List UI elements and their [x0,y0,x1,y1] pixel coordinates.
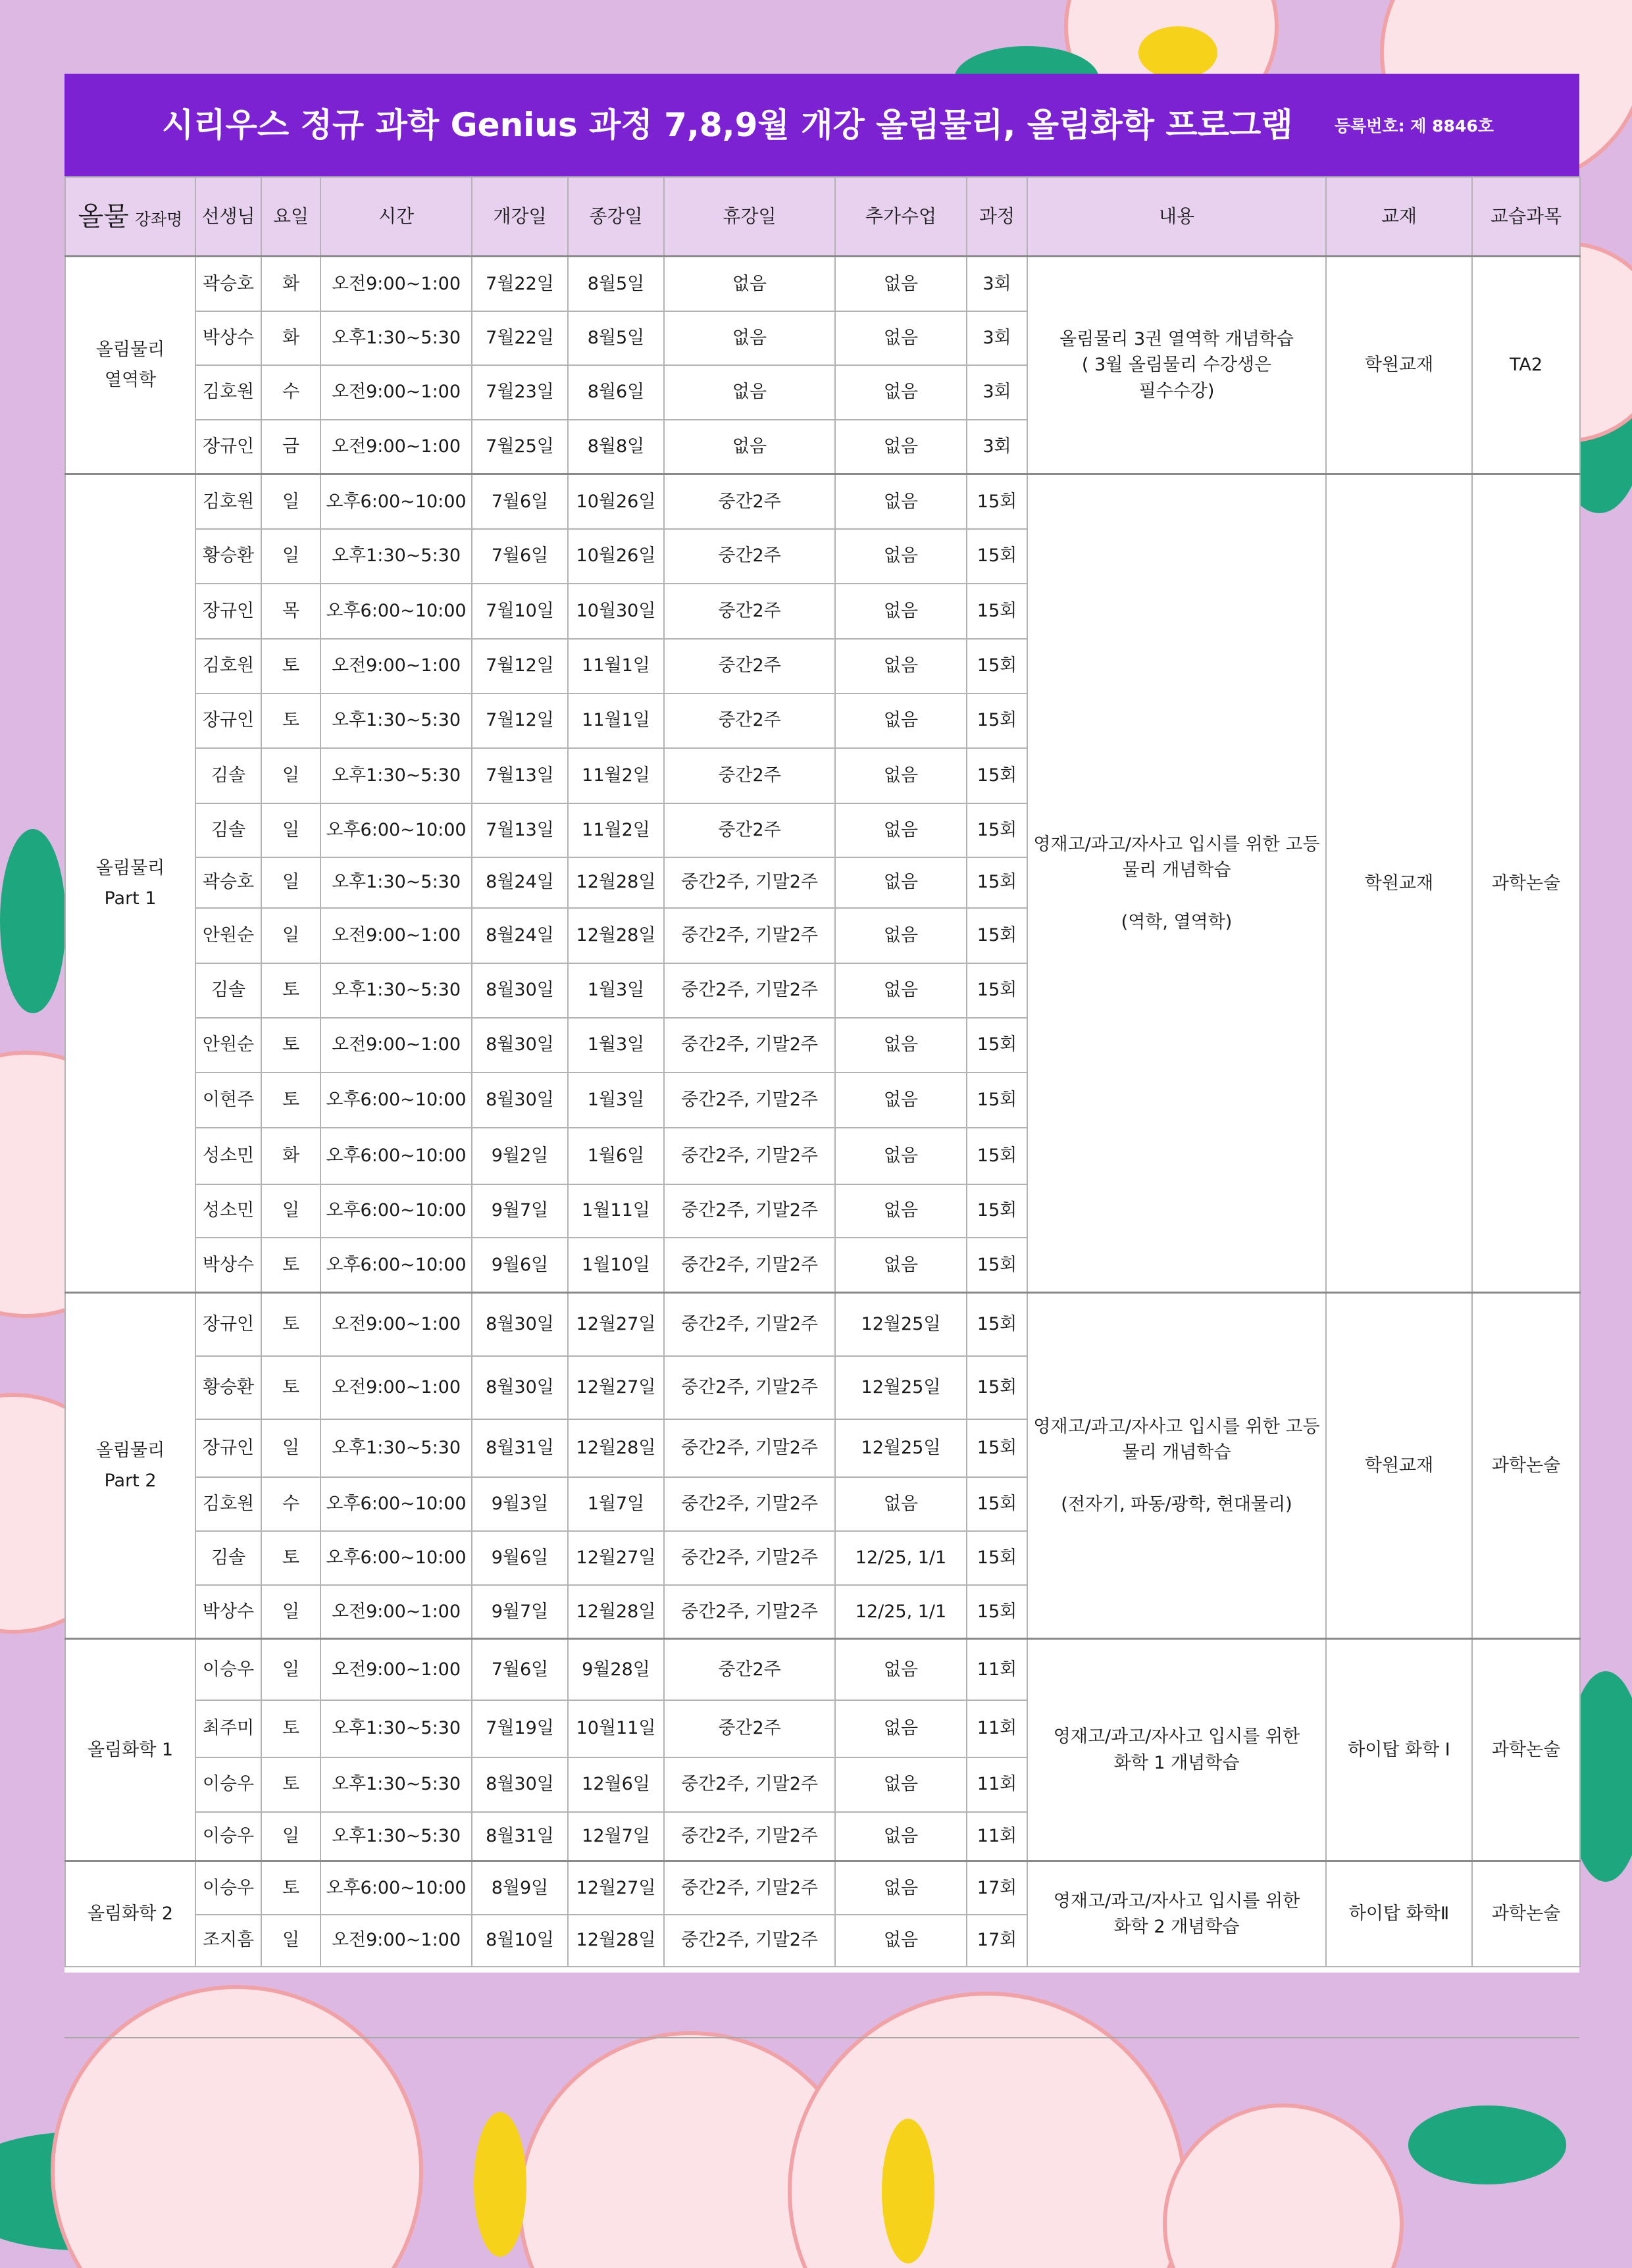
cell-day: 금 [261,420,320,474]
cell-extra: 없음 [835,529,967,584]
course-content: 영재고/과고/자사고 입시를 위한 화학 2 개념학습 [1027,1861,1326,1967]
cell-extra: 없음 [835,1128,967,1184]
cell-time: 오후1:30~5:30 [320,748,472,803]
cell-break: 중간2주, 기말2주 [664,1072,835,1128]
cell-start: 7월19일 [472,1700,568,1757]
cell-day: 토 [261,963,320,1018]
cell-day: 토 [261,1293,320,1356]
cell-teacher: 곽승호 [195,257,261,311]
cell-time: 오후1:30~5:30 [320,1757,472,1812]
course-textbook: 하이탑 화학Ⅱ [1326,1861,1472,1967]
cell-day: 토 [261,639,320,693]
cell-break: 중간2주, 기말2주 [664,963,835,1018]
cell-end: 1월7일 [568,1477,664,1531]
cell-extra: 없음 [835,803,967,857]
header-textbook: 교재 [1326,177,1472,257]
cell-sessions: 15회 [967,693,1027,748]
cell-time: 오후1:30~5:30 [320,693,472,748]
cell-end: 8월8일 [568,420,664,474]
cell-day: 목 [261,584,320,639]
cell-teacher: 장규인 [195,584,261,639]
cell-end: 11월2일 [568,748,664,803]
cell-time: 오전9:00~1:00 [320,908,472,963]
course-content: 영재고/과고/자사고 입시를 위한 고등 물리 개념학습 (전자기, 파동/광학, 현대물리) [1027,1293,1326,1639]
header-subject: 교습과목 [1472,177,1580,257]
cell-extra: 없음 [835,311,967,365]
cell-teacher: 장규인 [195,1419,261,1477]
cell-day: 토 [261,1757,320,1812]
course-name: 올림물리 Part 1 [65,474,195,1293]
cell-end: 12월28일 [568,908,664,963]
cell-teacher: 김호원 [195,474,261,529]
cell-day: 일 [261,908,320,963]
cell-day: 일 [261,474,320,529]
cell-break: 중간2주, 기말2주 [664,1585,835,1639]
cell-start: 9월7일 [472,1184,568,1238]
header-course: 올물 강좌명 [65,177,195,257]
cell-extra: 12/25, 1/1 [835,1585,967,1639]
cell-teacher: 김솔 [195,963,261,1018]
cell-break: 중간2주 [664,803,835,857]
cell-start: 8월10일 [472,1915,568,1967]
cell-end: 12월6일 [568,1757,664,1812]
cell-day: 수 [261,365,320,420]
schedule-sheet [64,74,1579,1973]
cell-teacher: 안원순 [195,908,261,963]
cell-sessions: 11회 [967,1812,1027,1861]
header-break: 휴강일 [664,177,835,257]
cell-start: 7월25일 [472,420,568,474]
cell-end: 11월1일 [568,693,664,748]
cell-teacher: 김호원 [195,1477,261,1531]
cell-break: 중간2주, 기말2주 [664,1477,835,1531]
cell-break: 중간2주, 기말2주 [664,1812,835,1861]
cell-end: 12월27일 [568,1531,664,1585]
course-subject: 과학논술 [1472,1639,1580,1861]
cell-end: 1월3일 [568,1072,664,1128]
cell-extra: 없음 [835,1184,967,1238]
cell-end: 9월28일 [568,1639,664,1700]
cell-end: 11월1일 [568,639,664,693]
cell-time: 오전9:00~1:00 [320,639,472,693]
cell-day: 화 [261,311,320,365]
course-content: 영재고/과고/자사고 입시를 위한 고등 물리 개념학습 (역학, 열역학) [1027,474,1326,1293]
cell-sessions: 17회 [967,1861,1027,1915]
cell-extra: 없음 [835,365,967,420]
cell-extra: 없음 [835,420,967,474]
cell-sessions: 15회 [967,1293,1027,1356]
cell-day: 토 [261,1072,320,1128]
table-row [65,1639,1580,1700]
cell-teacher: 박상수 [195,1238,261,1293]
cell-break: 중간2주, 기말2주 [664,1128,835,1184]
course-textbook: 학원교재 [1326,1293,1472,1639]
cell-start: 8월30일 [472,1293,568,1356]
cell-teacher: 김솔 [195,1531,261,1585]
cell-end: 10월26일 [568,474,664,529]
cell-start: 8월30일 [472,1072,568,1128]
cell-break: 중간2주, 기말2주 [664,1531,835,1585]
cell-teacher: 장규인 [195,693,261,748]
cell-time: 오후1:30~5:30 [320,529,472,584]
header-sessions: 과정 [967,177,1027,257]
cell-teacher: 김호원 [195,365,261,420]
cell-sessions: 15회 [967,474,1027,529]
cell-extra: 없음 [835,1238,967,1293]
cell-teacher: 김솔 [195,803,261,857]
cell-extra: 12/25, 1/1 [835,1531,967,1585]
cell-time: 오후1:30~5:30 [320,1812,472,1861]
cell-break: 중간2주, 기말2주 [664,1861,835,1915]
cell-break: 중간2주, 기말2주 [664,1757,835,1812]
header-day: 요일 [261,177,320,257]
cell-break: 중간2주 [664,639,835,693]
cell-sessions: 15회 [967,1072,1027,1128]
cell-sessions: 15회 [967,1128,1027,1184]
cell-start: 9월6일 [472,1238,568,1293]
cell-day: 수 [261,1477,320,1531]
cell-extra: 없음 [835,1477,967,1531]
cell-break: 중간2주, 기말2주 [664,1184,835,1238]
cell-time: 오후6:00~10:00 [320,474,472,529]
cell-sessions: 15회 [967,857,1027,908]
cell-time: 오전9:00~1:00 [320,420,472,474]
cell-start: 8월24일 [472,857,568,908]
cell-start: 8월30일 [472,963,568,1018]
cell-end: 10월30일 [568,584,664,639]
header-time: 시간 [320,177,472,257]
cell-start: 8월30일 [472,1757,568,1812]
cell-start: 8월30일 [472,1018,568,1072]
cell-sessions: 15회 [967,1419,1027,1477]
cell-day: 토 [261,1018,320,1072]
cell-teacher: 이승우 [195,1861,261,1915]
cell-sessions: 15회 [967,963,1027,1018]
cell-day: 일 [261,748,320,803]
header-end: 종강일 [568,177,664,257]
header-extra: 추가수업 [835,177,967,257]
cell-break: 없음 [664,365,835,420]
cell-sessions: 15회 [967,1238,1027,1293]
cell-day: 일 [261,1419,320,1477]
cell-sessions: 3회 [967,257,1027,311]
header-content: 내용 [1027,177,1326,257]
cell-end: 12월28일 [568,857,664,908]
cell-extra: 없음 [835,1861,967,1915]
cell-extra: 없음 [835,1915,967,1967]
footer-divider [64,2037,1579,2038]
course-textbook: 학원교재 [1326,474,1472,1293]
cell-end: 1월11일 [568,1184,664,1238]
cell-extra: 12월25일 [835,1293,967,1356]
cell-teacher: 최주미 [195,1700,261,1757]
cell-day: 토 [261,1861,320,1915]
cell-break: 중간2주, 기말2주 [664,1419,835,1477]
cell-day: 토 [261,1700,320,1757]
cell-time: 오전9:00~1:00 [320,257,472,311]
cell-day: 일 [261,1915,320,1967]
cell-time: 오전9:00~1:00 [320,1915,472,1967]
course-subject: 과학논술 [1472,1861,1580,1967]
cell-start: 7월23일 [472,365,568,420]
cell-extra: 없음 [835,908,967,963]
cell-teacher: 장규인 [195,420,261,474]
cell-teacher: 김호원 [195,639,261,693]
cell-start: 7월6일 [472,529,568,584]
cell-sessions: 15회 [967,1585,1027,1639]
cell-sessions: 15회 [967,908,1027,963]
cell-day: 토 [261,693,320,748]
cell-sessions: 11회 [967,1757,1027,1812]
cell-sessions: 15회 [967,1018,1027,1072]
page-title: 시리우스 정규 과학 Genius 과정 7,8,9월 개강 올림물리, 올림화학 프로그램 [162,106,1293,144]
cell-time: 오후6:00~10:00 [320,1477,472,1531]
registration-number: 등록번호: 제 8846호 [1335,116,1494,136]
cell-start: 7월10일 [472,584,568,639]
cell-day: 토 [261,1531,320,1585]
cell-start: 7월22일 [472,257,568,311]
cell-end: 8월5일 [568,311,664,365]
cell-start: 9월7일 [472,1585,568,1639]
cell-end: 12월27일 [568,1293,664,1356]
cell-end: 12월28일 [568,1915,664,1967]
course-name: 올림화학 1 [65,1639,195,1861]
course-textbook: 학원교재 [1326,257,1472,474]
cell-time: 오후6:00~10:00 [320,1072,472,1128]
cell-sessions: 3회 [967,365,1027,420]
cell-time: 오후1:30~5:30 [320,311,472,365]
cell-extra: 없음 [835,1700,967,1757]
cell-time: 오전9:00~1:00 [320,1356,472,1419]
cell-start: 8월24일 [472,908,568,963]
cell-sessions: 15회 [967,803,1027,857]
cell-extra: 없음 [835,1757,967,1812]
cell-teacher: 안원순 [195,1018,261,1072]
cell-day: 일 [261,803,320,857]
course-name: 올림물리 열역학 [65,257,195,474]
header-teacher: 선생님 [195,177,261,257]
cell-time: 오전9:00~1:00 [320,1585,472,1639]
cell-day: 일 [261,1812,320,1861]
table-row [65,1293,1580,1356]
cell-teacher: 김솔 [195,748,261,803]
cell-sessions: 15회 [967,748,1027,803]
cell-day: 일 [261,1639,320,1700]
cell-teacher: 곽승호 [195,857,261,908]
course-subject: 과학논술 [1472,474,1580,1293]
cell-end: 12월27일 [568,1861,664,1915]
cell-teacher: 조지흠 [195,1915,261,1967]
schedule-body [65,257,1580,1967]
cell-time: 오전9:00~1:00 [320,1293,472,1356]
cell-start: 8월9일 [472,1861,568,1915]
cell-time: 오후1:30~5:30 [320,857,472,908]
cell-sessions: 15회 [967,639,1027,693]
cell-time: 오후6:00~10:00 [320,1184,472,1238]
cell-end: 12월28일 [568,1419,664,1477]
cell-sessions: 15회 [967,1531,1027,1585]
header-start: 개강일 [472,177,568,257]
course-textbook: 하이탑 화학 Ⅰ [1326,1639,1472,1861]
cell-break: 중간2주, 기말2주 [664,1018,835,1072]
cell-day: 화 [261,1128,320,1184]
cell-start: 7월13일 [472,803,568,857]
cell-extra: 없음 [835,1812,967,1861]
cell-day: 화 [261,257,320,311]
cell-teacher: 황승환 [195,529,261,584]
table-row [65,257,1580,311]
cell-extra: 없음 [835,963,967,1018]
cell-extra: 없음 [835,748,967,803]
cell-extra: 없음 [835,693,967,748]
cell-end: 1월6일 [568,1128,664,1184]
cell-break: 중간2주, 기말2주 [664,1915,835,1967]
cell-break: 중간2주 [664,693,835,748]
cell-day: 토 [261,1356,320,1419]
cell-end: 8월5일 [568,257,664,311]
course-content: 영재고/과고/자사고 입시를 위한 화학 1 개념학습 [1027,1639,1326,1861]
cell-teacher: 이승우 [195,1812,261,1861]
course-name: 올림물리 Part 2 [65,1293,195,1639]
cell-end: 11월2일 [568,803,664,857]
cell-start: 8월31일 [472,1419,568,1477]
cell-time: 오후6:00~10:00 [320,1238,472,1293]
cell-break: 중간2주 [664,584,835,639]
cell-sessions: 15회 [967,1477,1027,1531]
cell-break: 없음 [664,311,835,365]
cell-end: 1월10일 [568,1238,664,1293]
cell-sessions: 3회 [967,311,1027,365]
table-row [65,474,1580,529]
cell-end: 12월27일 [568,1356,664,1419]
cell-end: 12월7일 [568,1812,664,1861]
cell-end: 1월3일 [568,963,664,1018]
cell-end: 10월11일 [568,1700,664,1757]
cell-time: 오전9:00~1:00 [320,365,472,420]
cell-break: 중간2주 [664,474,835,529]
cell-teacher: 이현주 [195,1072,261,1128]
cell-break: 중간2주 [664,748,835,803]
cell-break: 없음 [664,420,835,474]
cell-time: 오전9:00~1:00 [320,1018,472,1072]
table-header-row [65,177,1580,257]
course-subject: 과학논술 [1472,1293,1580,1639]
cell-teacher: 장규인 [195,1293,261,1356]
cell-teacher: 박상수 [195,311,261,365]
cell-extra: 없음 [835,474,967,529]
cell-sessions: 11회 [967,1639,1027,1700]
cell-sessions: 15회 [967,1356,1027,1419]
cell-start: 7월12일 [472,639,568,693]
cell-time: 오후6:00~10:00 [320,1531,472,1585]
cell-end: 10월26일 [568,529,664,584]
cell-day: 토 [261,1238,320,1293]
course-name: 올림화학 2 [65,1861,195,1967]
cell-break: 중간2주 [664,1639,835,1700]
cell-extra: 없음 [835,257,967,311]
cell-sessions: 11회 [967,1700,1027,1757]
cell-break: 중간2주, 기말2주 [664,908,835,963]
course-subject: TA2 [1472,257,1580,474]
cell-break: 중간2주 [664,1700,835,1757]
cell-break: 중간2주, 기말2주 [664,1356,835,1419]
cell-sessions: 3회 [967,420,1027,474]
cell-teacher: 황승환 [195,1356,261,1419]
cell-start: 7월22일 [472,311,568,365]
cell-time: 오후1:30~5:30 [320,963,472,1018]
cell-extra: 없음 [835,1018,967,1072]
cell-start: 7월6일 [472,1639,568,1700]
cell-break: 없음 [664,257,835,311]
cell-end: 12월28일 [568,1585,664,1639]
cell-break: 중간2주, 기말2주 [664,1293,835,1356]
title-banner [64,74,1579,176]
cell-time: 오전9:00~1:00 [320,1639,472,1700]
cell-break: 중간2주, 기말2주 [664,1238,835,1293]
cell-start: 7월13일 [472,748,568,803]
cell-teacher: 박상수 [195,1585,261,1639]
cell-extra: 없음 [835,584,967,639]
course-content: 올림물리 3권 열역학 개념학습 ( 3월 올림물리 수강생은 필수수강) [1027,257,1326,474]
cell-time: 오후6:00~10:00 [320,584,472,639]
cell-time: 오후1:30~5:30 [320,1700,472,1757]
cell-end: 1월3일 [568,1018,664,1072]
cell-teacher: 성소민 [195,1128,261,1184]
cell-start: 9월6일 [472,1531,568,1585]
cell-extra: 12월25일 [835,1356,967,1419]
cell-start: 9월2일 [472,1128,568,1184]
cell-day: 일 [261,529,320,584]
cell-extra: 없음 [835,1072,967,1128]
cell-extra: 12월25일 [835,1419,967,1477]
cell-time: 오후6:00~10:00 [320,1128,472,1184]
cell-teacher: 성소민 [195,1184,261,1238]
cell-time: 오후1:30~5:30 [320,1419,472,1477]
cell-sessions: 17회 [967,1915,1027,1967]
cell-time: 오후6:00~10:00 [320,803,472,857]
cell-extra: 없음 [835,639,967,693]
schedule-table [64,176,1581,1967]
cell-day: 일 [261,1184,320,1238]
cell-start: 8월30일 [472,1356,568,1419]
cell-break: 중간2주, 기말2주 [664,857,835,908]
cell-start: 7월12일 [472,693,568,748]
cell-day: 일 [261,1585,320,1639]
cell-sessions: 15회 [967,584,1027,639]
cell-break: 중간2주 [664,529,835,584]
cell-extra: 없음 [835,1639,967,1700]
cell-start: 7월6일 [472,474,568,529]
cell-day: 일 [261,857,320,908]
cell-start: 8월31일 [472,1812,568,1861]
cell-time: 오후6:00~10:00 [320,1861,472,1915]
cell-sessions: 15회 [967,1184,1027,1238]
cell-extra: 없음 [835,857,967,908]
cell-sessions: 15회 [967,529,1027,584]
table-row [65,1861,1580,1915]
cell-teacher: 이승우 [195,1639,261,1700]
cell-start: 9월3일 [472,1477,568,1531]
cell-end: 8월6일 [568,365,664,420]
cell-teacher: 이승우 [195,1757,261,1812]
